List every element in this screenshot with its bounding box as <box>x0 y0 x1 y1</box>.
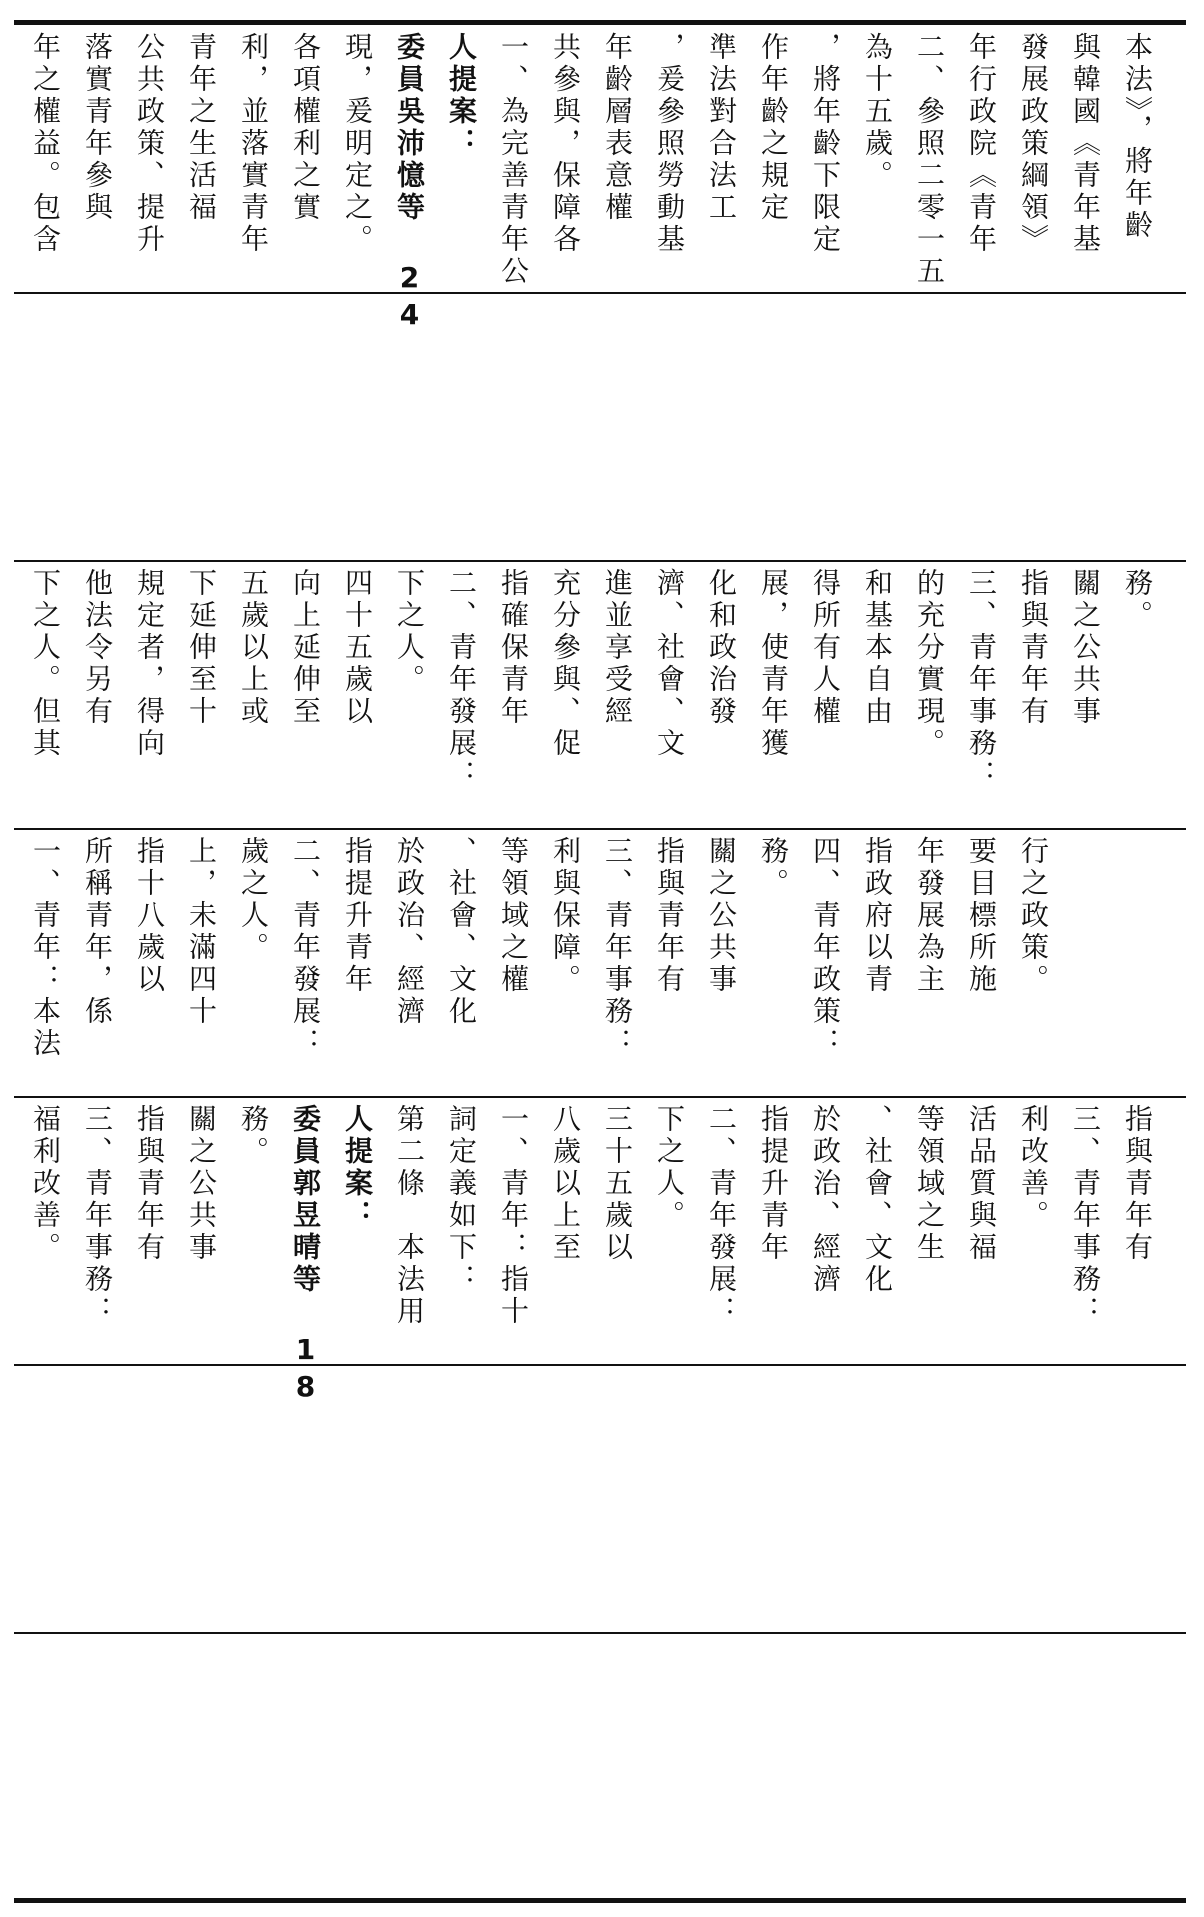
text-column: 他法令另有 <box>81 568 114 728</box>
text-column: 二、青年發展： <box>705 1104 738 1328</box>
text-column: 指與青年有 <box>653 836 686 996</box>
text-column: 等領域之生 <box>913 1104 946 1264</box>
text-column: 與韓國《青年基 <box>1069 32 1102 256</box>
text-column: 和基本自由 <box>861 568 894 728</box>
text-column: 於政治、經濟 <box>809 1104 842 1296</box>
text-column: ，爰參照勞動基 <box>653 32 686 256</box>
text-column: 年發展為主 <box>913 836 946 996</box>
text-column: 化和政治發 <box>705 568 738 728</box>
text-column: 務。 <box>1121 568 1154 632</box>
text-column: 指確保青年 <box>497 568 530 728</box>
text-column: 四、青年政策： <box>809 836 842 1060</box>
text-band <box>22 32 1166 335</box>
text-column: 上，未滿四十 <box>185 836 218 1028</box>
text-column: 發展政策綱領》 <box>1017 32 1050 256</box>
text-column: 公共政策、提升 <box>133 32 166 256</box>
text-column: 、社會、文化 <box>861 1104 894 1296</box>
text-column: 指政府以青 <box>861 836 894 996</box>
text-column: 向上延伸至 <box>289 568 322 728</box>
text-column: 準法對合法工 <box>705 32 738 224</box>
text-column: 活品質與福 <box>965 1104 998 1264</box>
text-column: 共參與，保障各 <box>549 32 582 256</box>
text-column: 等領域之權 <box>497 836 530 996</box>
text-column: 於政治、經濟 <box>393 836 426 1028</box>
text-column: 務。 <box>757 836 790 900</box>
text-column: 三、青年事務： <box>601 836 634 1060</box>
proposal-heading: 委員郭昱晴等 18 <box>289 1104 322 1407</box>
text-column: 一、青年：本法 <box>29 836 62 1060</box>
bottom-rule <box>14 1898 1186 1903</box>
text-column: 現，爰明定之。 <box>341 32 374 256</box>
text-column: ，將年齡下限定 <box>809 32 842 256</box>
text-column: 五歲以上或 <box>237 568 270 728</box>
text-column: 的充分實現。 <box>913 568 946 760</box>
text-column: 一、為完善青年公 <box>497 32 530 288</box>
text-band <box>22 1104 1166 1407</box>
text-column: 指與青年有 <box>1121 1104 1154 1264</box>
text-column: 作年齡之規定 <box>757 32 790 224</box>
text-column: 三、青年事務： <box>965 568 998 792</box>
text-column: 得所有人權 <box>809 568 842 728</box>
top-rule <box>14 20 1186 25</box>
text-column: 利與保障。 <box>549 836 582 996</box>
text-column: 年行政院《青年 <box>965 32 998 256</box>
text-column: 展，使青年獲 <box>757 568 790 760</box>
text-column: 三、青年事務： <box>1069 1104 1102 1328</box>
text-band <box>22 568 1166 830</box>
text-column: 三十五歲以 <box>601 1104 634 1264</box>
text-column: 指提升青年 <box>757 1104 790 1264</box>
text-column: 規定者，得向 <box>133 568 166 760</box>
text-column: 第二條 本法用 <box>393 1104 426 1328</box>
text-column: 歲之人。 <box>237 836 270 964</box>
text-column: 落實青年參與 <box>81 32 114 224</box>
text-column: 福利改善。 <box>29 1104 62 1264</box>
band-divider <box>14 560 1186 562</box>
text-column: 利改善。 <box>1017 1104 1050 1232</box>
text-column: 要目標所施 <box>965 836 998 996</box>
text-column: 濟、社會、文 <box>653 568 686 760</box>
text-column: 二、參照二零一五 <box>913 32 946 288</box>
band-divider <box>14 1632 1186 1634</box>
text-column: 一、青年：指十 <box>497 1104 530 1328</box>
text-column: 各項權利之實 <box>289 32 322 224</box>
proposal-heading: 人提案： <box>445 32 478 160</box>
text-column: 三、青年事務： <box>81 1104 114 1328</box>
text-column: 充分參與、促 <box>549 568 582 760</box>
proposal-heading: 人提案： <box>341 1104 374 1232</box>
text-column: 四十五歲以 <box>341 568 374 728</box>
text-column: 為十五歲。 <box>861 32 894 192</box>
text-column: 青年之生活福 <box>185 32 218 224</box>
text-column: 利，並落實青年 <box>237 32 270 256</box>
text-column: 關之公共事 <box>185 1104 218 1264</box>
text-column: 八歲以上至 <box>549 1104 582 1264</box>
text-column: 二、青年發展： <box>445 568 478 792</box>
text-column: 指與青年有 <box>1017 568 1050 728</box>
text-column: 下之人。但其 <box>29 568 62 760</box>
text-column: 、社會、文化 <box>445 836 478 1028</box>
text-column: 進並享受經 <box>601 568 634 728</box>
text-column: 指與青年有 <box>133 1104 166 1264</box>
text-band <box>22 836 1062 1098</box>
text-column: 下之人。 <box>653 1104 686 1232</box>
text-column: 所稱青年，係 <box>81 836 114 1028</box>
text-column: 行之政策。 <box>1017 836 1050 996</box>
text-column: 務。 <box>237 1104 270 1168</box>
text-column: 本法》，將年齡 <box>1121 32 1154 242</box>
text-column: 年齡層表意權 <box>601 32 634 224</box>
text-column: 詞定義如下： <box>445 1104 478 1296</box>
text-column: 二、青年發展： <box>289 836 322 1060</box>
text-column: 指提升青年 <box>341 836 374 996</box>
text-column: 下之人。 <box>393 568 426 696</box>
text-column: 年之權益。包含 <box>29 32 62 256</box>
text-column: 指十八歲以 <box>133 836 166 996</box>
text-column: 下延伸至十 <box>185 568 218 728</box>
text-column: 關之公共事 <box>1069 568 1102 728</box>
text-column: 關之公共事 <box>705 836 738 996</box>
proposal-heading: 委員吳沛憶等 24 <box>393 32 426 335</box>
